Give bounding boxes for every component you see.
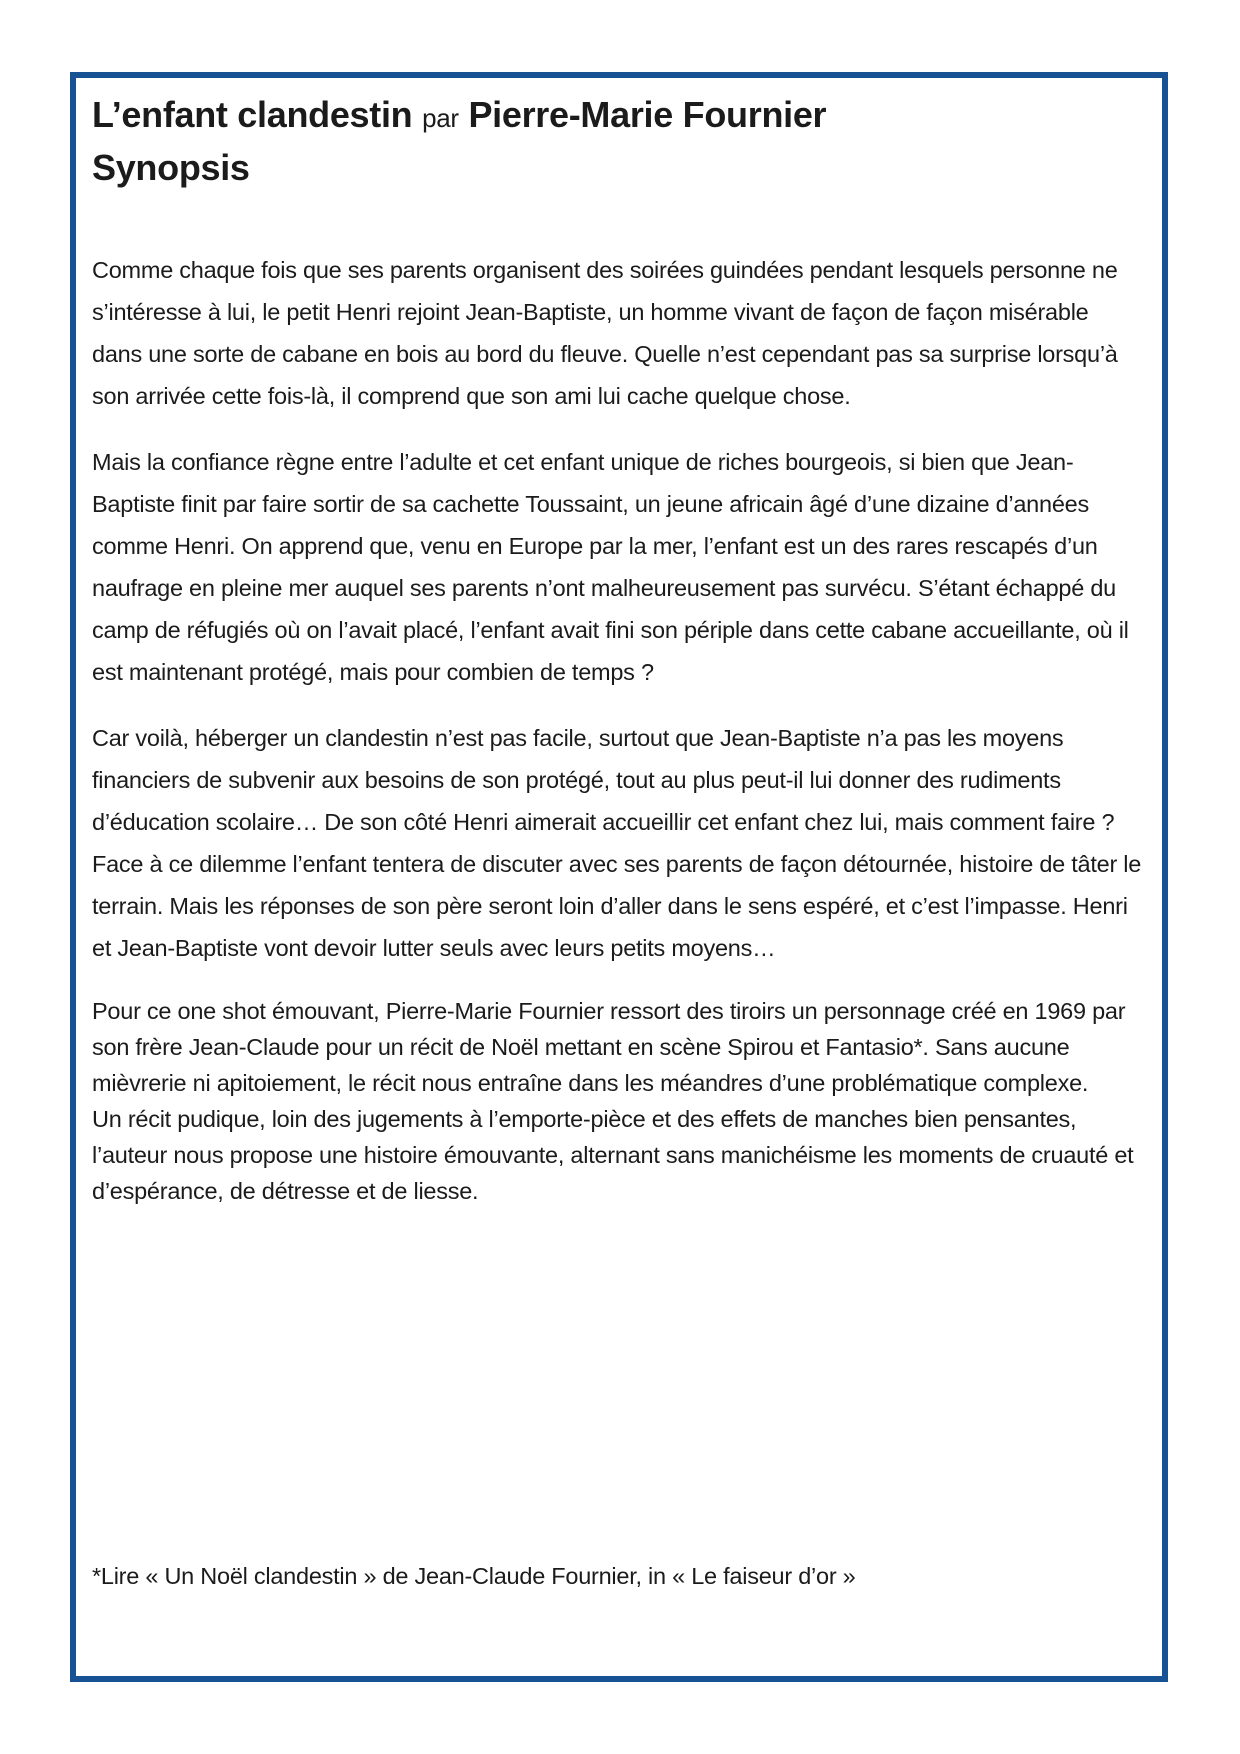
synopsis-paragraph-2: Mais la confiance règne entre l’adulte et cet enfant unique de riches bourgeois, si bien que Jean-Baptiste finit par faire sortir de sa cachette Toussaint, un jeune africain âgé d’une dizaine d’années comme Henri. On apprend que, venu en Europe par la mer, l’enfant est un des rares rescapés d’un naufrage en pleine mer auquel ses parents n’ont malheureusement pas survécu. S’étant échappé du camp de réfugiés où on l’avait placé, l’enfant avait fini son périple dans cette cabane accueillante, où il est maintenant protégé, mais pour combien de temps ? xyxy=(92,449,1129,685)
synopsis-paragraph-3: Car voilà, héberger un clandestin n’est pas facile, surtout que Jean-Baptiste n’a pas les moyens financiers de subvenir aux besoins de son protégé, tout au plus peut-il lui donner des rudiments d’éducation scolaire… De son côté Henri aimerait accueillir cet enfant chez lui, mais comment faire ? Face à ce dilemme l’enfant tentera de discuter avec ses parents de façon détournée, histoire de tâter le terrain. Mais les réponses de son père seront loin d’aller dans le sens espéré, et c’est l’impasse. Henri et Jean-Baptiste vont devoir lutter seuls avec leurs petits moyens… xyxy=(92,725,1142,961)
title-author: Pierre-Marie Fournier xyxy=(468,94,827,135)
footnote: *Lire « Un Noël clandestin » de Jean-Claude Fournier, in « Le faiseur d’or » xyxy=(92,1563,856,1589)
synopsis-paragraph-5: Un récit pudique, loin des jugements à l’emporte-pièce et des effets de manches bien pensantes, l’auteur nous propose une histoire émouvante, alternant sans manichéisme les moments de cruauté et d’espérance, de détresse et de liesse. xyxy=(92,1106,1134,1204)
subtitle-synopsis: Synopsis xyxy=(92,147,250,188)
synopsis-paragraph-1: Comme chaque fois que ses parents organisent des soirées guindées pendant lesquels personne ne s’intéresse à lui, le petit Henri rejoint Jean-Baptiste, un homme vivant de façon de façon misérable dans une sorte de cabane en bois au bord du fleuve. Quelle n’est cependant pas sa surprise lorsqu’à son arrivée cette fois-là, il comprend que son ami lui cache quelque chose. xyxy=(92,257,1118,409)
synopsis-paragraph-4: Pour ce one shot émouvant, Pierre-Marie Fournier ressort des tiroirs un personnage créé en 1969 par son frère Jean-Claude pour un récit de Noël mettant en scène Spirou et Fantasio*. Sans aucune mièvrerie ni apitoiement, le récit nous entraîne dans les méandres d’une problématique complexe. xyxy=(92,998,1126,1096)
title-work: L’enfant clandestin xyxy=(92,94,413,135)
title-line xyxy=(92,90,1144,143)
document-header xyxy=(92,90,1144,193)
synopsis-border-box xyxy=(70,72,1168,1682)
title-connector: par xyxy=(422,103,459,133)
